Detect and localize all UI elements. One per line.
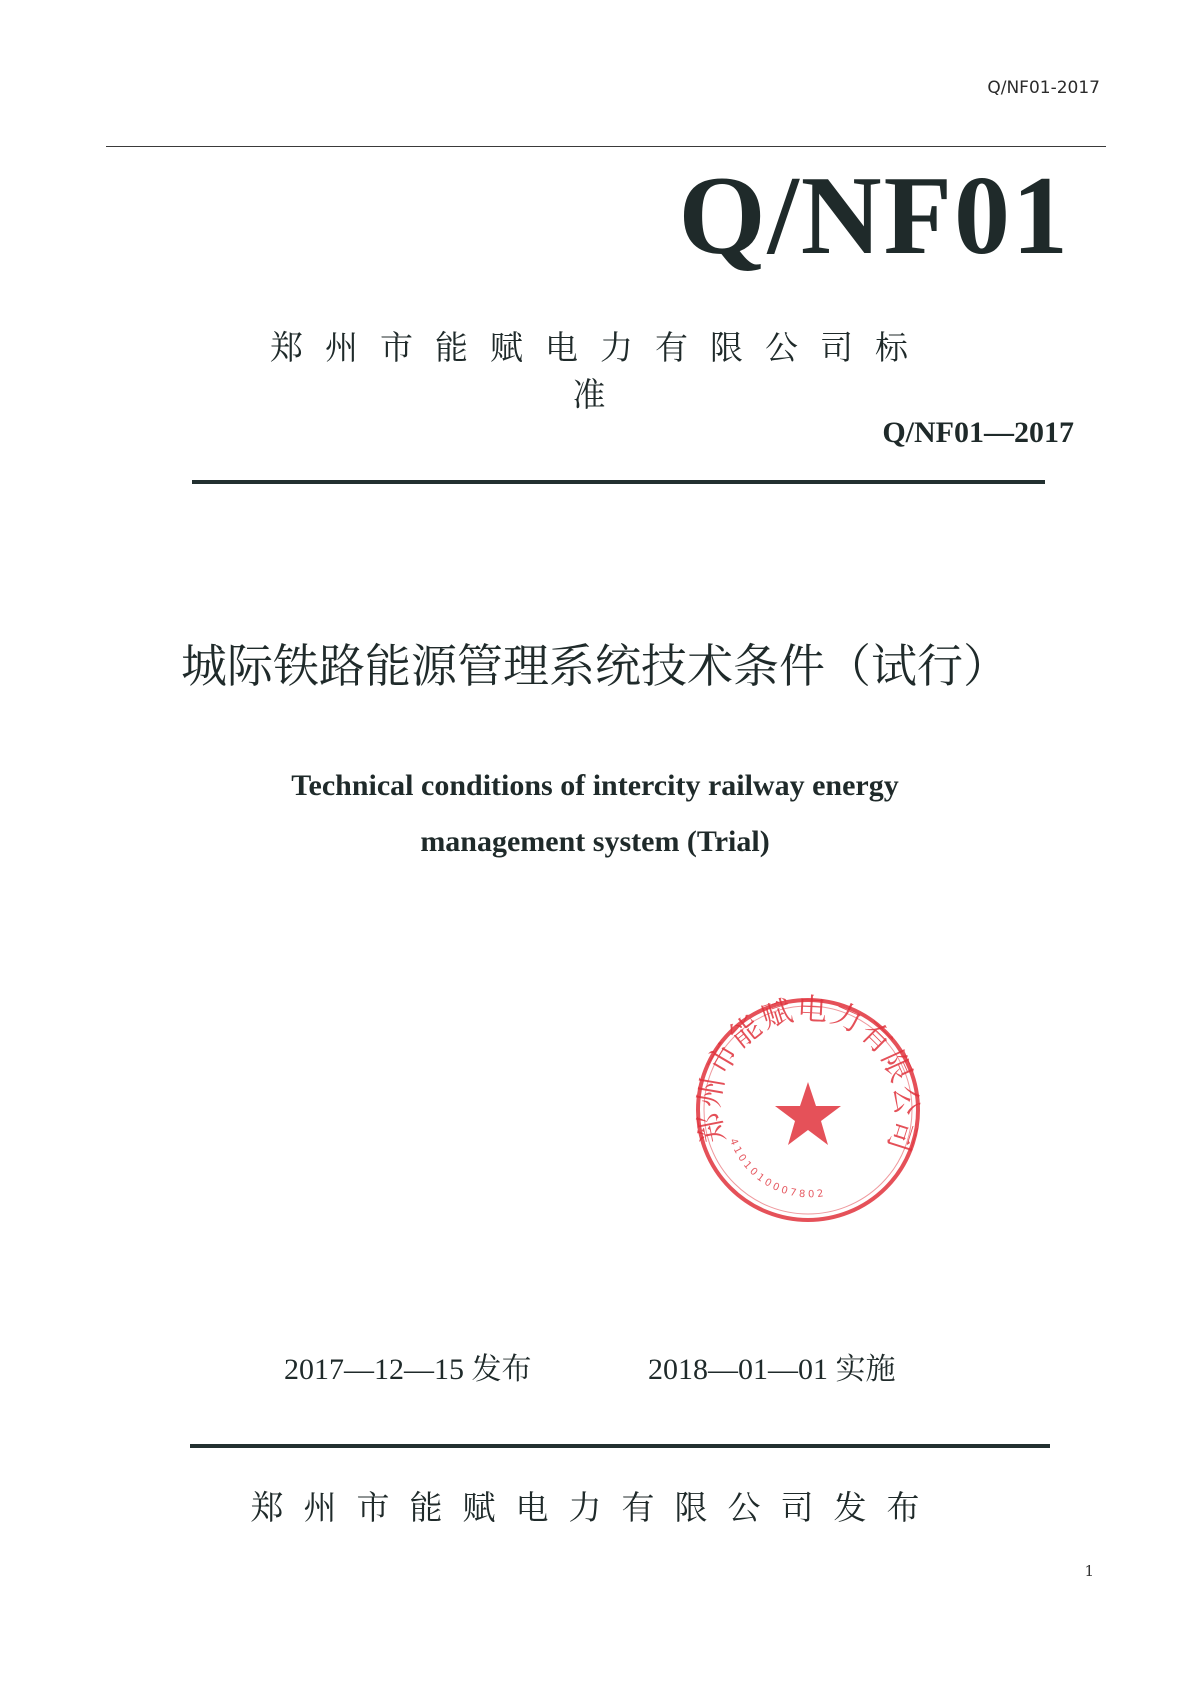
standard-code-large: Q/NF01 — [678, 154, 1070, 278]
document-title-english — [0, 758, 1190, 870]
svg-text:郑州市能赋电力有限公司: 郑州市能赋电力有限公司 — [691, 991, 924, 1158]
issue-date: 2017—12—15 发布 — [284, 1353, 532, 1386]
title-divider-top — [192, 480, 1045, 484]
title-english-line-1: Technical conditions of intercity railway energy — [291, 769, 899, 802]
header-divider — [106, 146, 1106, 147]
standard-number: Q/NF01—2017 — [882, 416, 1074, 449]
title-english-line-2: management system (Trial) — [420, 825, 770, 858]
footer-divider — [190, 1444, 1050, 1448]
issuer-statement: 郑州市能赋电力有限公司发布 — [250, 1488, 940, 1527]
document-title-chinese: 城际铁路能源管理系统技术条件（试行） — [181, 639, 1009, 693]
company-standard-heading: 郑州市能赋电力有限公司标准 — [270, 328, 930, 414]
svg-text:4101010007802: 4101010007802 — [727, 1137, 828, 1201]
header-document-code: Q/NF01-2017 — [987, 78, 1100, 98]
company-seal-stamp — [688, 990, 928, 1230]
page-number: 1 — [1084, 1562, 1094, 1580]
seal-star-icon — [775, 1082, 841, 1145]
implementation-date: 2018—01—01 实施 — [648, 1353, 896, 1386]
